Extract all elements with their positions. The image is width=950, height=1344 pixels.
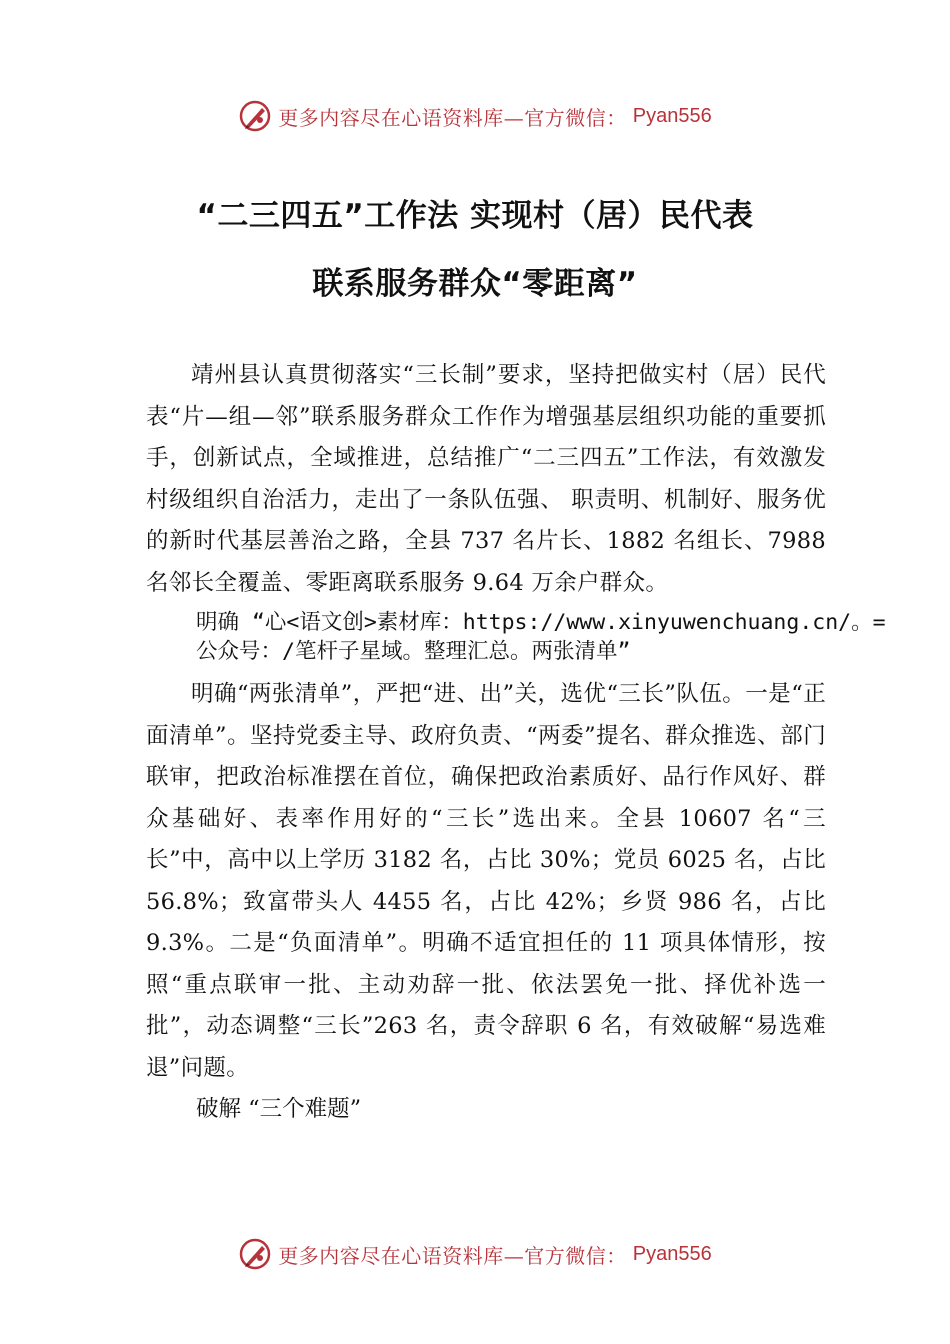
page-title-line2: 联系服务群众“零距离” [312, 266, 638, 302]
footer-banner-id: Pyan556 [632, 1242, 712, 1265]
header-banner [0, 96, 950, 136]
pen-seal-logo-icon [238, 99, 272, 133]
section1-paragraph: 明确“两张清单”，严把“进、出”关，选优“三长”队伍。一是“正面清单”。坚持党委主导、政府负责、“两委”提名、群众推选、部门联审，把政治标准摆在首位，确保把政治素质好、品行作风好、群众基础好、表率作用好的“三长”选出来。全县 10607 名“三长”中，高中以上学历 3182 名，占比 30%；党员 6025 名，占比 56.8%；致富带头人 4455 名，占比 42%；乡贤 986 名，占比 9.3%。二是“负面清单”。明确不适宜担任的 11 项具体情形，按照“重点联审一批、主动劝辞一批、依法罢免一批、择优补选一批”，动态调整“三长”263 名，责令辞职 6 名，有效破解“易选难退”问题。 [146, 681, 826, 1081]
pen-seal-logo-icon [238, 1237, 272, 1271]
footer-banner [0, 1234, 950, 1274]
watermark-note: 明确 “心<语文创>素材库：https://www.xinyuwenchuang.cn/。=公众号：/笔杆子星域。整理汇总。两张清单” [196, 610, 886, 664]
section2-heading: 破解 “三个难题” [196, 1096, 362, 1122]
intro-paragraph: 靖州县认真贯彻落实“三长制”要求，坚持把做实村（居）民代表“片—组—邻”联系服务群众工作作为增强基层组织功能的重要抓手，创新试点，全域推进，总结推广“二三四五”工作法，有效激发村级组织自治活力，走出了一条队伍强、 职责明、机制好、服务优的新时代基层善治之路，全县 737 名片长、1882 名组长、7988 名邻长全覆盖、零距离联系服务 9.64 万余户群众。 [146, 362, 826, 596]
page-title-line1: “二三四五”工作法 实现村（居）民代表 [196, 198, 754, 234]
header-banner-id: Pyan556 [632, 104, 712, 127]
document-body [146, 355, 886, 1131]
footer-banner-text: 更多内容尽在心语资料库—官方微信： [278, 1243, 627, 1268]
header-banner-text: 更多内容尽在心语资料库—官方微信： [278, 105, 627, 130]
